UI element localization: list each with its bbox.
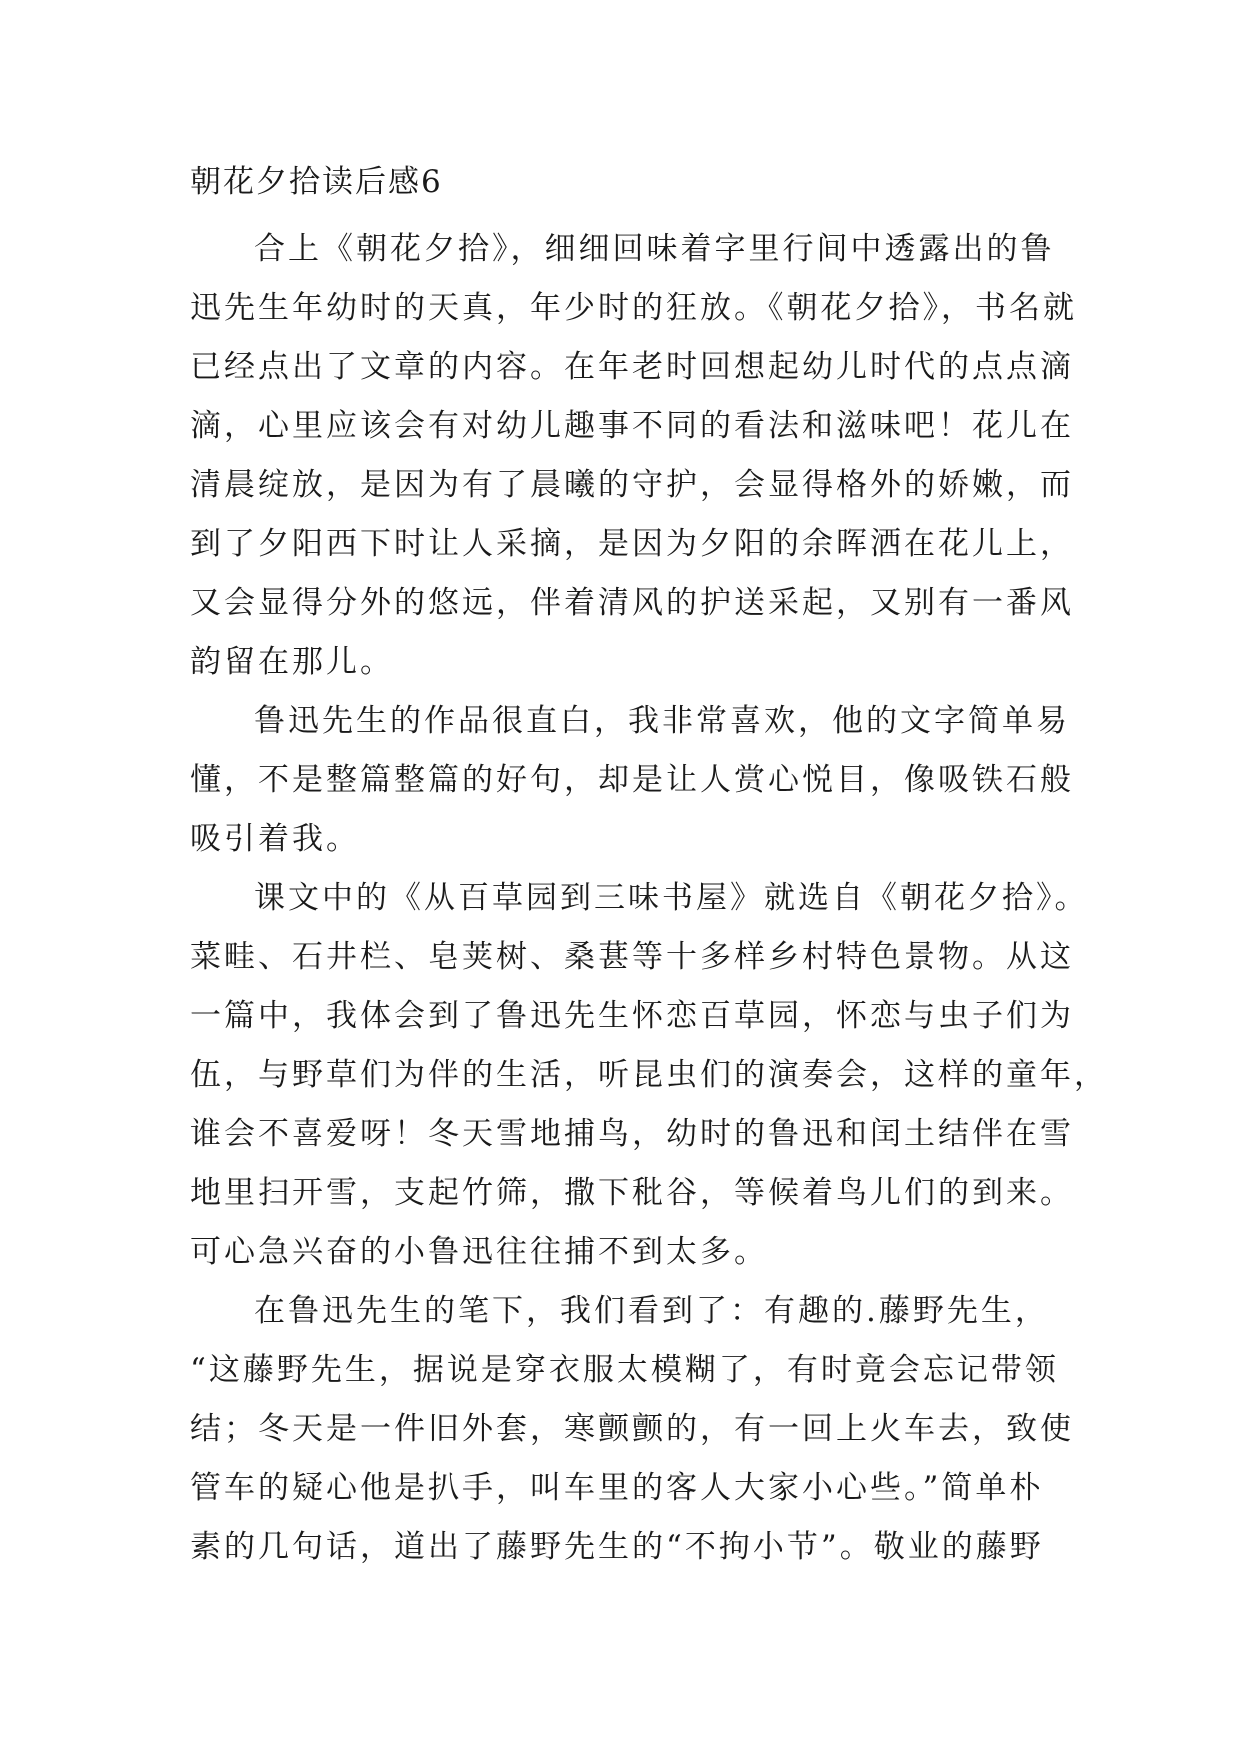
- text-line: 结；冬天是一件旧外套，寒颤颤的，有一回上火车去，致使: [190, 1411, 1074, 1447]
- document-title: 朝花夕拾读后感6: [190, 164, 443, 200]
- paragraph-2: [190, 692, 1074, 869]
- text-line: 素的几句话，道出了藤野先生的“不拘小节”。敬业的藤野: [190, 1529, 1044, 1565]
- text-line: 可心急兴奋的小鲁迅往往捕不到太多。: [190, 1234, 768, 1270]
- text-line: 懂，不是整篇整篇的好句，却是让人赏心悦目，像吸铁石般: [190, 762, 1074, 798]
- text-line: 地里扫开雪，支起竹筛，撒下秕谷，等候着鸟儿们的到来。: [190, 1175, 1074, 1211]
- paragraph-1: [190, 220, 1077, 692]
- text-line: 合上《朝花夕拾》，细细回味着字里行间中透露出的鲁: [254, 231, 1055, 267]
- text-line: 吸引着我。: [190, 821, 360, 857]
- paragraph-4: [190, 1282, 1074, 1577]
- text-line: 谁会不喜爱呀！冬天雪地捕鸟，幼时的鲁迅和闰土结伴在雪: [190, 1116, 1074, 1152]
- text-line: 菜畦、石井栏、皂荚树、桑葚等十多样乡村特色景物。从这: [190, 939, 1074, 975]
- text-line: 课文中的《从百草园到三味书屋》就选自《朝花夕拾》。: [254, 880, 1089, 916]
- text-line: 又会显得分外的悠远，伴着清风的护送采起，又别有一番风: [190, 585, 1074, 621]
- paragraph-3: [190, 869, 1108, 1282]
- text-line: 滴，心里应该会有对幼儿趣事不同的看法和滋味吧！花儿在: [190, 408, 1074, 444]
- text-line: 管车的疑心他是扒手，叫车里的客人大家小心些。”简单朴: [190, 1470, 1044, 1506]
- text-line: 韵留在那儿。: [190, 644, 394, 680]
- text-line: “这藤野先生，据说是穿衣服太模糊了，有时竟会忘记带领: [190, 1352, 1059, 1388]
- text-line: 迅先生年幼时的天真，年少时的狂放。《朝花夕拾》，书名就: [190, 290, 1077, 326]
- text-line: 鲁迅先生的作品很直白，我非常喜欢，他的文字简单易: [254, 703, 1070, 739]
- text-line: 到了夕阳西下时让人采摘，是因为夕阳的余晖洒在花儿上，: [190, 526, 1074, 562]
- text-line: 一篇中，我体会到了鲁迅先生怀恋百草园，怀恋与虫子们为: [190, 998, 1074, 1034]
- document-body: [190, 220, 1108, 1577]
- text-line: 伍，与野草们为伴的生活，听昆虫们的演奏会，这样的童年，: [190, 1057, 1108, 1093]
- text-line: 清晨绽放，是因为有了晨曦的守护，会显得格外的娇嫩，而: [190, 467, 1074, 503]
- text-line: 在鲁迅先生的笔下，我们看到了：有趣的.藤野先生，: [254, 1293, 1049, 1329]
- text-line: 已经点出了文章的内容。在年老时回想起幼儿时代的点点滴: [190, 349, 1074, 385]
